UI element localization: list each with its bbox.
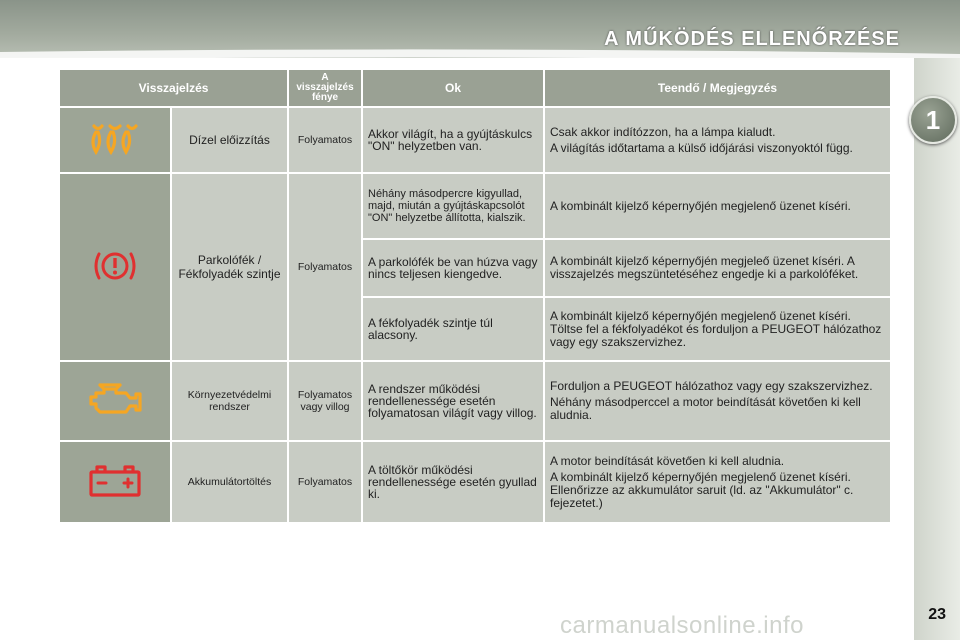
- engine-check-icon-cell: [60, 362, 170, 440]
- note-cell: [545, 362, 890, 440]
- note-text: A motor beindítását követően ki kell aludnia.: [550, 453, 785, 468]
- note-cell: [545, 298, 890, 360]
- signal-name: Környezetvédelmi rendszer: [172, 362, 287, 440]
- watermark: carmanualsonline.info: [560, 612, 804, 639]
- table-row: [60, 442, 890, 522]
- note-text: Forduljon a PEUGEOT hálózathoz vagy egy szakszervizhez.: [550, 379, 873, 393]
- light-state: Folyamatos: [289, 108, 361, 172]
- signal-name: Parkolófék / Fékfolyadék szintje: [172, 174, 287, 360]
- cause-text: A fékfolyadék szintje túl alacsony.: [363, 298, 543, 360]
- table-header-row: [60, 70, 890, 106]
- parking-brake-icon: [92, 248, 138, 284]
- signal-name: Akkumulátortöltés: [172, 442, 287, 522]
- light-state: Folyamatos: [289, 174, 361, 360]
- cause-text: A parkolófék be van húzva vagy nincs teljesen kiengedve.: [363, 240, 543, 296]
- cause-text: Néhány másodpercre kigyullad, majd, miután a gyújtáskapcsolót "ON" helyzetbe állította, kialszik.: [363, 174, 543, 238]
- battery-icon-cell: [60, 442, 170, 522]
- header-light: A visszajelzés fénye: [289, 70, 361, 106]
- battery-icon: [87, 464, 143, 498]
- note-text: A kombinált kijelző képernyőjén megjelenő üzenet kíséri.: [550, 198, 851, 213]
- cause-text: Akkor világít, ha a gyújtáskulcs "ON" helyzetben van.: [363, 108, 543, 172]
- note-text: A világítás időtartama a külső időjárási viszonyoktól függ.: [550, 140, 853, 155]
- side-strip: [914, 58, 960, 640]
- light-state: Folyamatos vagy villog: [289, 362, 361, 440]
- note-text: Néhány másodperccel a motor beindítását követően ki kell aludnia.: [550, 395, 861, 422]
- glow-plug-icon-cell: [60, 108, 170, 172]
- cause-text: A rendszer működési rendellenessége esetén folyamatosan világít vagy villog.: [363, 362, 543, 440]
- note-cell: [545, 442, 890, 522]
- note-text: A kombinált kijelző képernyőjén megjelenő üzenet kíséri. Ellenőrizze az akkumulátor saruit (ld. az "Akkumulátor" c. fejezetet.): [550, 469, 854, 510]
- table-row: [60, 108, 890, 172]
- light-state: Folyamatos: [289, 442, 361, 522]
- note-cell: [545, 240, 890, 296]
- engine-check-icon: [86, 381, 144, 419]
- header-signal: Visszajelzés: [60, 70, 287, 106]
- note-cell: [545, 108, 890, 172]
- note-text: A kombinált kijelző képernyőjén megjeleő üzenet kíséri. A visszajelzés megszüntetéséhez engedje ki a parkolóféket.: [550, 254, 859, 281]
- signal-name: Dízel előizzítás: [172, 108, 287, 172]
- page-number: 23: [928, 606, 946, 623]
- page-title: A MŰKÖDÉS ELLENŐRZÉSE: [604, 28, 900, 50]
- parking-brake-icon-cell: [60, 174, 170, 360]
- note-cell: [545, 174, 890, 238]
- table-row: [60, 174, 890, 238]
- table-row: [60, 362, 890, 440]
- header-cause: Ok: [363, 70, 543, 106]
- chapter-badge[interactable]: 1: [909, 96, 957, 144]
- header-action: Teendő / Megjegyzés: [545, 70, 890, 106]
- note-text: Csak akkor indítózzon, ha a lámpa kialudt.: [550, 124, 776, 139]
- cause-text: A töltőkör működési rendellenessége esetén gyullad ki.: [363, 442, 543, 522]
- warning-lights-table: [58, 68, 892, 524]
- note-text: A kombinált kijelző képernyőjén megjelenő üzenet kíséri. Töltse fel a fékfolyadékot és forduljon a PEUGEOT hálózathoz vagy egy szakszervizhez.: [550, 308, 882, 349]
- glow-plug-icon: [88, 122, 142, 156]
